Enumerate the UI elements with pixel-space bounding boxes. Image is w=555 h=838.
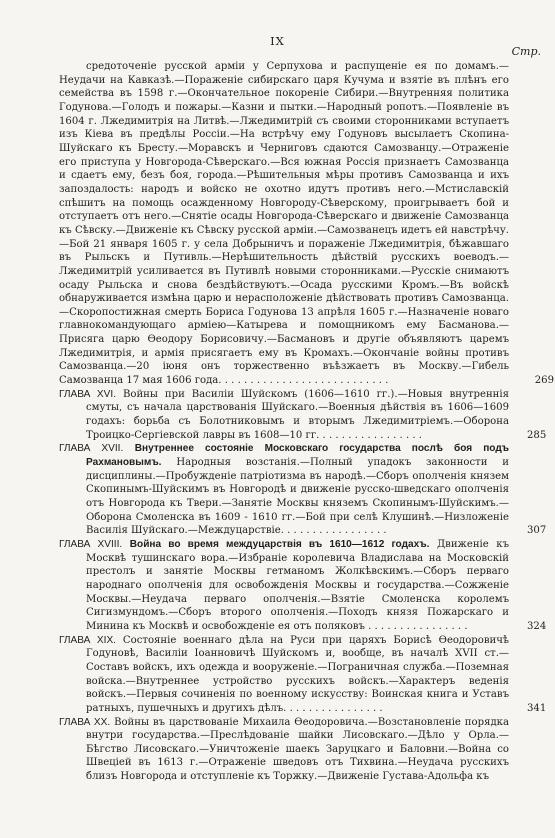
- chapter-entry-continued: [59, 60, 554, 388]
- chapter-title-bold: Внутреннее состояніе Московскаго государства послѣ боя подъ Рахмановымъ.: [86, 443, 509, 469]
- chapter-entry-20: [59, 716, 509, 784]
- chapter-number: ГЛАВА XX.: [59, 716, 111, 728]
- chapter-text: Войны при Василіи Шуйскомъ (1606—1610 гг.).—Новыя внутреннія смуты, съ начала царствованія Шуйскаго.—Военныя дѣйствія въ 1606—1609 годахъ: борьба съ Болотниковымъ и вторымъ Лжедимитріемъ.—Оборона Троицко-Сергіевской лавры въ 1608—10 гг. . . . . . . . . . . . . . . . .: [86, 388, 509, 441]
- chapter-entry-17: ГЛАВА XVII. Внутреннее состояніе Московскаго государства послѣ боя подъ Рахмановымъ. Народныя возстанія.—Полный упадокъ законности и дисциплины.—Пробужденіе патріотизма въ народѣ.—Сборъ ополченія князем Скопинымъ-Шуйскимъ въ Новгородѣ и движеніе русско-шведскаго ополченія отъ Новгорода къ Твери.—Занятіе Москвы княземъ Скопинымъ-Шуйскимъ.—Оборона Смоленска въ 1609 - 1610 гг.—Бой при селѣ Клушинѣ.—Низложеніе Василія Шуйскаго.—Междуцарствіе. . . . . . . . . . . . . . . . . 307: [59, 443, 547, 537]
- chapter-text: Состояніе военнаго дѣла на Руси при царяхъ Борисѣ Ѳеодоровичѣ Годуновѣ, Василіи Іоанновичѣ Шуйскомъ и, вообще, въ началѣ XVII ст.—Составъ войскъ, ихъ одежда и вооруженіе.—Пограничная служба.—Поземная войска.—Внутреннее устройство русскихъ войскъ.—Характеръ веденія войскъ.—Первыя сочиненія по военному искусству: Воинская книга и Уставъ ратныхъ, пушечныхъ и другихъ дѣлъ. . . . . . . . . . . . . . . .: [86, 634, 510, 714]
- chapter-page-ref: 269: [534, 375, 554, 387]
- chapter-entry-18: ГЛАВА XVIII. Война во время междуцарствія въ 1610—1612 годахъ. Движеніе къ Москвѣ тушинскаго вора.—Избраніе королевича Владислава на Московскій престолъ и занятіе Москвы гетманомъ Жолкѣвскимъ.—Сборъ перваго народнаго ополченія для освобожденія Москвы и государства.—Сожженіе Москвы.—Неудача перваго ополченія.—Взятіе Смоленска королемъ Сигизмундомъ.—Сборъ второго ополченія.—Походъ князя Пожарскаго и Минина къ Москвѣ и освобожденіе ея отъ поляковъ . . . . . . . . . . . . . . . . 324: [59, 538, 547, 632]
- chapter-entry-19: ГЛАВА XIX. Состояніе военнаго дѣла на Руси при царяхъ Борисѣ Ѳеодоровичѣ Годуновѣ, Василіи Іоанновичѣ Шуйскомъ и, вообще, въ началѣ XVII ст.—Составъ войскъ, ихъ одежда и вооруженіе.—Пограничная служба.—Поземная войска.—Внутреннее устройство русскихъ войскъ.—Характеръ веденія войскъ.—Первыя сочиненія по военному искусству: Воинская книга и Уставъ ратныхъ, пушечныхъ и другихъ дѣлъ. . . . . . . . . . . . . . . . 341: [59, 634, 547, 714]
- chapter-number: ГЛАВА XVIII.: [59, 538, 123, 550]
- chapter-entry-16: ГЛАВА XVI. Войны при Василіи Шуйскомъ (1606—1610 гг.).—Новыя внутреннія смуты, съ начала царствованія Шуйскаго.—Военныя дѣйствія въ 1606—1609 годахъ: борьба съ Болотниковымъ и вторымъ Лжедимитріемъ.—Оборона Троицко-Сергіевской лавры въ 1608—10 гг. . . . . . . . . . . . . . . . . 285: [59, 388, 547, 441]
- chapter-text: Народныя возстанія.—Полный упадокъ законности и дисциплины.—Пробужденіе патріотизма въ народѣ.—Сборъ ополченія князем Скопинымъ-Шуйскимъ въ Новгородѣ и движеніе русско-шведскаго ополченія отъ Новгорода къ Твери.—Занятіе Москвы княземъ Скопинымъ-Шуйскимъ.—Оборона Смоленска въ 1609 - 1610 гг.—Бой при селѣ Клушинѣ.—Низложеніе Василія Шуйскаго.—Междуцарствіе. . . . . . . . . . . . . . . . .: [86, 457, 509, 537]
- chapter-text: Войны въ царствованіе Михаила Ѳеодоровича.—Возстановленіе порядка внутри государства.—Преслѣдованіе шайки Лисовскаго.—Дѣло у Орла.—Бѣгство Лисовскаго.—Уничтоженіе шаекъ Заруцкаго и Баловни.—Война со Швеціей въ 1613 г.—Отраженіе шведовъ отъ Тихвина.—Неудача русскихъ близъ Новгорода и отступленіе къ Торжку.—Движеніе Густава-Адольфа къ: [86, 716, 509, 783]
- chapter-title-bold: Война во время междуцарствія въ 1610—1612 годахъ.: [129, 538, 430, 550]
- chapter-number: ГЛАВА XVII.: [59, 443, 124, 455]
- chapter-number: ГЛАВА XVI.: [59, 388, 116, 400]
- chapter-text: Движеніе къ Москвѣ тушинскаго вора.—Избраніе королевича Владислава на Московскій престолъ и занятіе Москвы гетманомъ Жолкѣвскимъ.—Сборъ перваго народнаго ополченія для освобожденія Москвы и государства.—Сожженіе Москвы.—Неудача перваго ополченія.—Взятіе Смоленска королемъ Сигизмундомъ.—Сборъ второго ополченія.—Походъ князя Пожарскаго и Минина къ Москвѣ и освобожденіе ея отъ поляковъ . . . . . . . . . . . . . . . .: [86, 538, 510, 632]
- chapter-text: средоточеніе русской арміи у Серпухова и распущеніе ея по домамъ.—Неудачи на Кавказѣ.—Пораженіе сибирскаго царя Кучума и взятіе въ плѣнъ его семейства въ 1598 г.—Окончательное покореніе Сибири.—Внутренняя политика Годунова.—Голодъ и пожары.—Казни и пытки.—Народный ропотъ.—Появленіе въ 1604 г. Лжедимитрія на Литвѣ.—Лжедимитрій съ своими сторонниками вступаетъ изъ Кіева въ предѣлы Россіи.—На встрѣчу ему Годуновъ высылаетъ Скопина-Шуйскаго къ Бресту.—Моравскъ и Черниговъ сдаются Самозванцу.—Отраженіе его приступа у Новгорода-Сѣверскаго.—Вся южная Россія признаетъ Самозванца и сдаетъ ему, безъ боя, города.—Рѣшительныя мѣры противъ Самозванца и ихъ запоздалость: народъ и войско не охотно идутъ противъ него.—Мстиславскій спѣшитъ на помощь осажденному Новгороду-Сѣверскому, проигрываетъ бой и отступаетъ отъ него.—Снятіе осады Новгорода-Сѣверскаго и движеніе Самозванца къ Сѣвску.—Движеніе къ Сѣвску русской арміи.—Самозванецъ идетъ ей навстрѣчу.—Бой 21 января 1605 г. у села Добрыничъ и пораженіе Лжедимитрія, бѣжавшаго въ Рыльскъ и Путивль.—Нерѣшительность дѣйствій русскихъ воеводъ.—Лжедимитрій усиливается въ Путивлѣ новыми сторонниками.—Русскіе снимаютъ осаду Рыльска и снова бездѣйствуютъ.—Осада русскими Кромъ.—Въ войскѣ обнаруживается измѣна царю и нерасположеніе дѣйствовать противъ Самозванца.—Скоропостижная смерть Бориса Годунова 13 апрѣля 1605 г.—Назначеніе новаго главнокомандующаго арміею—Катырева и помощникомъ ему Басманова.—Присяга царю Ѳеодору Борисовичу.—Басмановъ и другіе объявляютъ царемъ Лжедимитрія, и армія присягаетъ ему въ Кромахъ.—Окончаніе войны противъ Самозванца.—20 іюня онъ торжественно въѣзжаетъ въ Москву.—Гибель Самозванца 17 мая 1606 года. . . . . . . . . . . . . . . . . . . . . . . . . . .: [59, 61, 509, 387]
- page-number: IX: [270, 34, 285, 48]
- chapter-number: ГЛАВА XIX.: [59, 634, 116, 646]
- table-of-contents: [59, 60, 554, 784]
- page-column-label: Стр.: [511, 45, 541, 58]
